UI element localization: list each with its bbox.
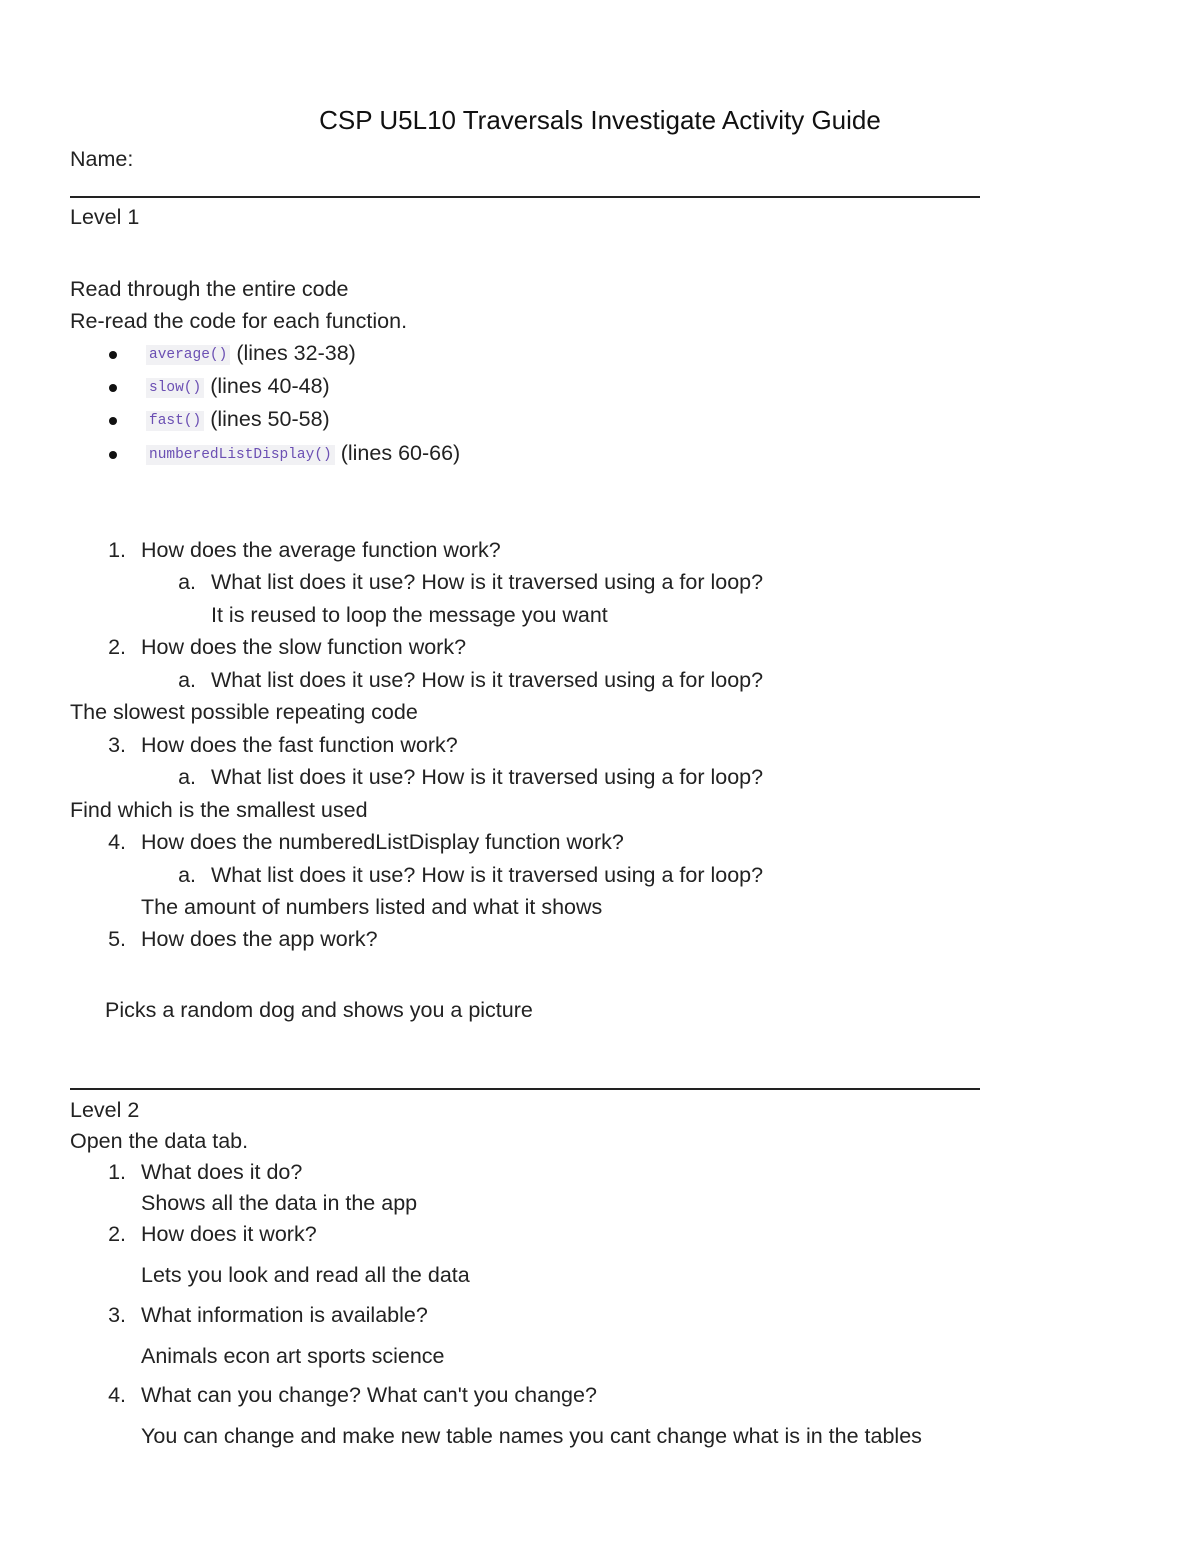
answer-text: Picks a random dog and shows you a picture (105, 998, 533, 1022)
question-number: 4. (108, 1383, 126, 1407)
question-text: How does the slow function work? (141, 635, 467, 659)
page-title: CSP U5L10 Traversals Investigate Activity Guide (319, 105, 881, 135)
question-number: 1. (108, 538, 126, 562)
level-1-heading: Level 1 (70, 205, 140, 229)
sub-question-marker: a. (178, 668, 196, 692)
function-code: slow() (146, 378, 204, 398)
function-lines: (lines 40-48) (210, 374, 330, 398)
bullet-icon (109, 384, 117, 392)
answer-text: Animals econ art sports science (141, 1344, 445, 1368)
question-number: 3. (108, 733, 126, 757)
level-1-intro-2: Re-read the code for each function. (70, 309, 408, 333)
function-item (146, 443, 460, 465)
function-item (146, 409, 330, 431)
question-number: 2. (108, 635, 126, 659)
question-text: What can you change? What can't you change? (141, 1383, 597, 1407)
sub-question-marker: a. (178, 570, 196, 594)
question-number: 2. (108, 1222, 126, 1246)
answer-text: Shows all the data in the app (141, 1191, 418, 1215)
question-number: 4. (108, 830, 126, 854)
sub-question-marker: a. (178, 765, 196, 789)
question-number: 3. (108, 1303, 126, 1327)
bullet-icon (109, 451, 117, 459)
bullet-icon (109, 351, 117, 359)
answer-text: Find which is the smallest used (70, 798, 368, 822)
answer-text: The amount of numbers listed and what it shows (141, 895, 603, 919)
name-label: Name: (70, 147, 134, 171)
sub-question-text: What list does it use? How is it traversed using a for loop? (211, 668, 764, 692)
answer-text: The slowest possible repeating code (70, 700, 418, 724)
divider-line (70, 196, 980, 198)
function-code: average() (146, 345, 230, 365)
question-number: 1. (108, 1160, 126, 1184)
function-item (146, 343, 356, 365)
question-number: 5. (108, 927, 126, 951)
question-text: How does the app work? (141, 927, 378, 951)
level-2-intro: Open the data tab. (70, 1129, 249, 1153)
question-text: What information is available? (141, 1303, 428, 1327)
sub-question-text: What list does it use? How is it traversed using a for loop? (211, 765, 764, 789)
divider-line (70, 1088, 980, 1090)
function-lines: (lines 60-66) (340, 441, 461, 465)
question-text: How does the fast function work? (141, 733, 458, 757)
function-lines: (lines 32-38) (236, 341, 356, 365)
answer-text: You can change and make new table names you cant change what is in the tables (141, 1424, 922, 1448)
function-code: numberedListDisplay() (146, 445, 335, 465)
answer-text: Lets you look and read all the data (141, 1263, 470, 1287)
level-2-heading: Level 2 (70, 1098, 140, 1122)
function-lines: (lines 50-58) (210, 407, 330, 431)
function-item (146, 376, 330, 398)
question-text: How does it work? (141, 1222, 317, 1246)
sub-question-text: What list does it use? How is it traversed using a for loop? (211, 863, 764, 887)
bullet-icon (109, 417, 117, 425)
question-text: What does it do? (141, 1160, 303, 1184)
sub-question-text: What list does it use? How is it traversed using a for loop? (211, 570, 764, 594)
question-text: How does the average function work? (141, 538, 501, 562)
question-text: How does the numberedListDisplay function work? (141, 830, 624, 854)
level-1-intro-1: Read through the entire code (70, 277, 349, 301)
function-code: fast() (146, 411, 204, 431)
sub-question-marker: a. (178, 863, 196, 887)
answer-text: It is reused to loop the message you want (211, 603, 608, 627)
